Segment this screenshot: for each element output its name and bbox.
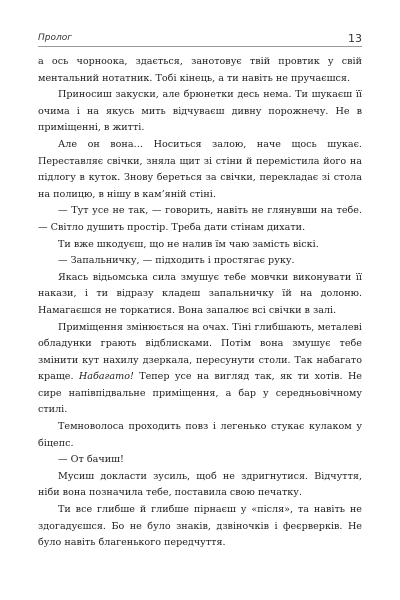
paragraph (38, 203, 362, 236)
paragraph (38, 320, 362, 420)
paragraph-text: Темноволоса проходить повз і легенько стукає кулаком у біцепс. (38, 421, 362, 449)
paragraph-text: Ти вже шкодуєш, що не налив їм чаю замість віскі. (58, 238, 319, 250)
running-header (38, 33, 362, 47)
paragraph (38, 452, 362, 469)
paragraph-text: а ось чорноока, здається, занотовує твій провтик у свій ментальний нотатник. Тобі кінець, а ти навіть не пручаєшся. (38, 56, 362, 84)
paragraph (38, 270, 362, 320)
paragraph-text: — Запальничку, — підходить і простягає руку. (58, 255, 295, 267)
paragraph (38, 54, 362, 87)
paragraph (38, 137, 362, 203)
paragraph-text: Але он вона… Носиться залою, наче щось шукає. Переставляє свічки, зняла щит зі стіни й перемістила його на підлогу в куток. Знову береться за свічки, перекладає зі стола на полицю, в нішу в кам’яній стіні. (38, 138, 362, 200)
paragraph (38, 87, 362, 137)
page-number: 13 (348, 32, 362, 45)
emphasized-text: Набагато! (78, 371, 134, 383)
paragraph (38, 502, 362, 552)
paragraph (38, 469, 362, 502)
paragraph-text: Тепер усе на вигляд так, як ти хотів. Не сире напівпідвальне приміщення, а бар у середньовічному стилі. (38, 371, 362, 416)
paragraph-text: — Тут усе не так, — говорить, навіть не глянувши на тебе. — Світло душить простір. Треба дати стінам дихати. (38, 205, 362, 233)
paragraph-text: — От бачиш! (58, 454, 124, 466)
paragraph (38, 419, 362, 452)
paragraph-text: Якась відьомська сила змушує тебе мовчки виконувати її накази, і ти відразу кладеш запальничку їй на долоню. Намагаєшся не торкатися. Вона запалює всі свічки в залі. (38, 271, 362, 316)
paragraph-text: Мусиш докласти зусиль, щоб не здригнутися. Відчуття, ніби вона позначила тебе, поставила свою печатку. (38, 470, 362, 499)
paragraph (38, 253, 362, 270)
paragraph-text: Приносиш закуски, але брюнетки десь нема. Ти шукаєш її очима і на якусь мить відчуваєш дивну порожнечу. Не в приміщенні, в житті. (38, 89, 362, 134)
header-rule (38, 46, 362, 47)
paragraph-text: Приміщення змінюється на очах. Тіні глибшають, металеві обладунки грають відблисками. Потім вона змушує тебе змінити кут нахилу дзеркала, пересунути столи. Так набагато краще. (38, 321, 362, 383)
paragraph-text: Ти все глибше й глибше пірнаєш у «після», та навіть не здогадуєшся. Бо не було знаків, дзвіночків і феєрверків. Не було навіть благенького передчуття. (38, 504, 362, 549)
section-title: Пролог (38, 33, 72, 43)
body-text (38, 54, 362, 552)
paragraph (38, 237, 362, 254)
